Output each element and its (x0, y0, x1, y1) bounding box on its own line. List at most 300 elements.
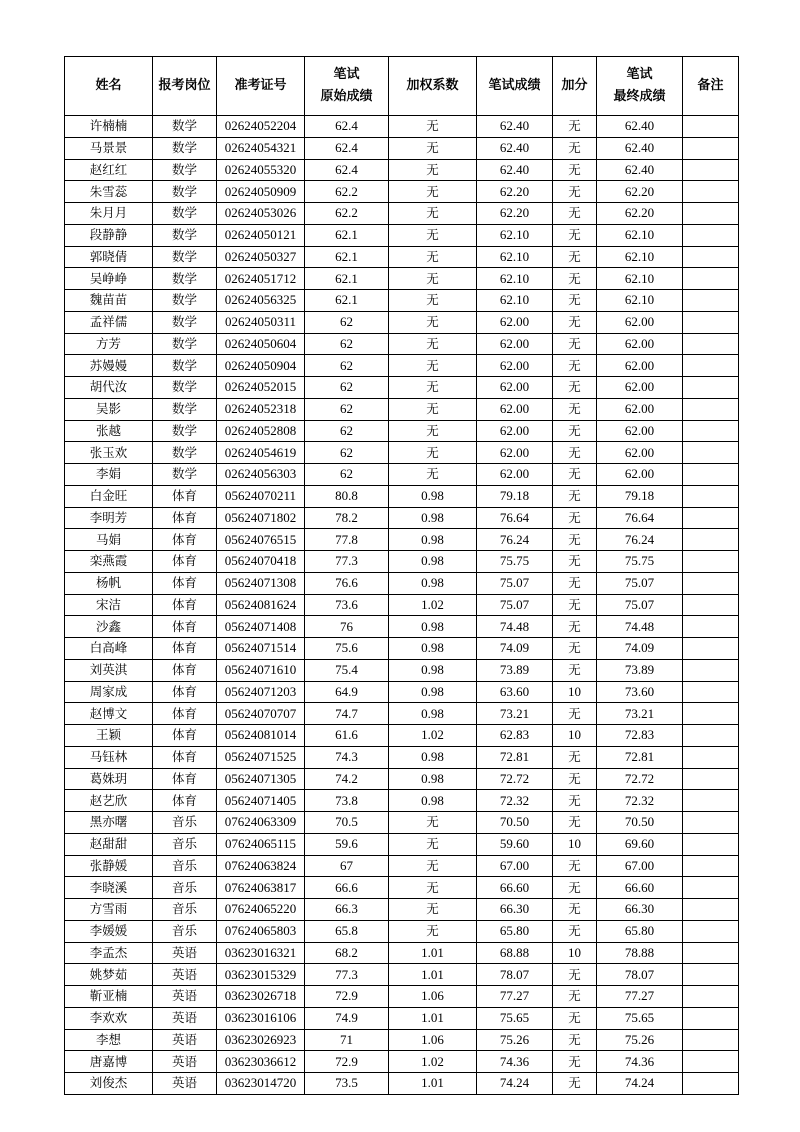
cell-raw-score: 74.3 (305, 746, 389, 768)
cell-written-score: 62.00 (477, 420, 553, 442)
cell-position: 体育 (153, 638, 217, 660)
table-row (65, 942, 739, 964)
cell-name: 李媛媛 (65, 920, 153, 942)
cell-written-score: 66.30 (477, 899, 553, 921)
cell-name: 白金旺 (65, 485, 153, 507)
cell-position: 体育 (153, 725, 217, 747)
cell-written-score: 62.10 (477, 290, 553, 312)
cell-note (683, 855, 739, 877)
header-bonus: 加分 (553, 57, 597, 116)
cell-coefficient: 0.98 (389, 616, 477, 638)
cell-raw-score: 62 (305, 377, 389, 399)
cell-coefficient: 0.98 (389, 572, 477, 594)
table-row (65, 224, 739, 246)
cell-written-score: 62.10 (477, 268, 553, 290)
table-row (65, 746, 739, 768)
cell-name: 栾燕霞 (65, 551, 153, 573)
cell-position: 体育 (153, 746, 217, 768)
cell-name: 方芳 (65, 333, 153, 355)
cell-ticket: 02624053026 (217, 203, 305, 225)
cell-note (683, 703, 739, 725)
cell-note (683, 290, 739, 312)
cell-coefficient: 0.98 (389, 703, 477, 725)
header-written-score: 笔试成绩 (477, 57, 553, 116)
cell-raw-score: 66.3 (305, 899, 389, 921)
header-position: 报考岗位 (153, 57, 217, 116)
cell-name: 张越 (65, 420, 153, 442)
cell-bonus: 无 (553, 377, 597, 399)
cell-name: 刘俊杰 (65, 1073, 153, 1095)
cell-position: 数学 (153, 224, 217, 246)
table-row (65, 638, 739, 660)
cell-name: 刘英淇 (65, 659, 153, 681)
cell-raw-score: 77.3 (305, 964, 389, 986)
cell-ticket: 02624055320 (217, 159, 305, 181)
cell-final-score: 75.07 (597, 572, 683, 594)
cell-note (683, 681, 739, 703)
cell-raw-score: 75.6 (305, 638, 389, 660)
table-row (65, 768, 739, 790)
cell-note (683, 442, 739, 464)
cell-written-score: 74.48 (477, 616, 553, 638)
cell-final-score: 62.10 (597, 290, 683, 312)
cell-bonus: 无 (553, 638, 597, 660)
cell-name: 朱月月 (65, 203, 153, 225)
header-raw-score: 笔试 原始成绩 (305, 57, 389, 116)
cell-written-score: 75.26 (477, 1029, 553, 1051)
cell-raw-score: 73.5 (305, 1073, 389, 1095)
cell-final-score: 62.10 (597, 246, 683, 268)
cell-raw-score: 62 (305, 420, 389, 442)
table-row (65, 812, 739, 834)
cell-ticket: 05624081014 (217, 725, 305, 747)
cell-name: 赵红红 (65, 159, 153, 181)
cell-bonus: 无 (553, 246, 597, 268)
cell-name: 郭晓倩 (65, 246, 153, 268)
cell-raw-score: 62.1 (305, 224, 389, 246)
cell-ticket: 02624056325 (217, 290, 305, 312)
header-coefficient: 加权系数 (389, 57, 477, 116)
cell-coefficient: 无 (389, 116, 477, 138)
cell-final-score: 62.00 (597, 420, 683, 442)
cell-ticket: 02624050121 (217, 224, 305, 246)
cell-ticket: 02624050311 (217, 311, 305, 333)
cell-bonus: 10 (553, 725, 597, 747)
cell-coefficient: 无 (389, 877, 477, 899)
cell-position: 数学 (153, 290, 217, 312)
cell-coefficient: 0.98 (389, 485, 477, 507)
table-row (65, 877, 739, 899)
table-row (65, 355, 739, 377)
cell-coefficient: 0.98 (389, 529, 477, 551)
cell-final-score: 66.60 (597, 877, 683, 899)
cell-final-score: 72.32 (597, 790, 683, 812)
cell-final-score: 72.83 (597, 725, 683, 747)
cell-written-score: 62.20 (477, 203, 553, 225)
cell-note (683, 551, 739, 573)
cell-bonus: 无 (553, 224, 597, 246)
cell-bonus: 无 (553, 616, 597, 638)
cell-coefficient: 0.98 (389, 746, 477, 768)
cell-ticket: 02624052015 (217, 377, 305, 399)
cell-position: 体育 (153, 572, 217, 594)
header-name: 姓名 (65, 57, 153, 116)
cell-position: 音乐 (153, 812, 217, 834)
cell-bonus: 无 (553, 551, 597, 573)
cell-coefficient: 1.06 (389, 986, 477, 1008)
cell-raw-score: 62.1 (305, 268, 389, 290)
cell-final-score: 62.00 (597, 377, 683, 399)
cell-final-score: 78.88 (597, 942, 683, 964)
cell-position: 数学 (153, 181, 217, 203)
cell-bonus: 无 (553, 790, 597, 812)
table-row (65, 137, 739, 159)
cell-raw-score: 61.6 (305, 725, 389, 747)
cell-written-score: 59.60 (477, 833, 553, 855)
cell-bonus: 10 (553, 833, 597, 855)
cell-coefficient: 无 (389, 181, 477, 203)
cell-final-score: 74.36 (597, 1051, 683, 1073)
table-row (65, 159, 739, 181)
cell-bonus: 10 (553, 681, 597, 703)
cell-note (683, 268, 739, 290)
cell-final-score: 62.20 (597, 203, 683, 225)
cell-bonus: 无 (553, 290, 597, 312)
cell-position: 音乐 (153, 899, 217, 921)
cell-written-score: 67.00 (477, 855, 553, 877)
cell-note (683, 464, 739, 486)
cell-name: 唐嘉博 (65, 1051, 153, 1073)
cell-name: 葛姝玥 (65, 768, 153, 790)
cell-position: 数学 (153, 311, 217, 333)
cell-position: 数学 (153, 137, 217, 159)
cell-note (683, 333, 739, 355)
cell-written-score: 76.24 (477, 529, 553, 551)
cell-raw-score: 76.6 (305, 572, 389, 594)
cell-written-score: 75.07 (477, 572, 553, 594)
cell-note (683, 420, 739, 442)
table-row (65, 268, 739, 290)
cell-note (683, 398, 739, 420)
cell-position: 数学 (153, 420, 217, 442)
cell-raw-score: 62 (305, 311, 389, 333)
cell-name: 张静媛 (65, 855, 153, 877)
cell-coefficient: 无 (389, 311, 477, 333)
cell-note (683, 1051, 739, 1073)
cell-ticket: 02624052204 (217, 116, 305, 138)
table-row (65, 442, 739, 464)
cell-position: 数学 (153, 377, 217, 399)
cell-written-score: 62.40 (477, 159, 553, 181)
cell-bonus: 无 (553, 203, 597, 225)
cell-position: 体育 (153, 790, 217, 812)
table-row (65, 659, 739, 681)
cell-raw-score: 65.8 (305, 920, 389, 942)
cell-raw-score: 68.2 (305, 942, 389, 964)
cell-ticket: 03623016106 (217, 1007, 305, 1029)
cell-note (683, 137, 739, 159)
cell-bonus: 无 (553, 507, 597, 529)
cell-bonus: 无 (553, 877, 597, 899)
cell-name: 赵艺欣 (65, 790, 153, 812)
table-row (65, 181, 739, 203)
cell-written-score: 77.27 (477, 986, 553, 1008)
cell-note (683, 1029, 739, 1051)
cell-raw-score: 74.9 (305, 1007, 389, 1029)
cell-raw-score: 75.4 (305, 659, 389, 681)
cell-coefficient: 无 (389, 377, 477, 399)
cell-name: 段静静 (65, 224, 153, 246)
cell-name: 吴影 (65, 398, 153, 420)
cell-raw-score: 62.2 (305, 181, 389, 203)
cell-raw-score: 78.2 (305, 507, 389, 529)
cell-note (683, 572, 739, 594)
header-ticket: 准考证号 (217, 57, 305, 116)
table-row (65, 485, 739, 507)
cell-name: 周家成 (65, 681, 153, 703)
cell-position: 体育 (153, 681, 217, 703)
cell-ticket: 02624052318 (217, 398, 305, 420)
cell-note (683, 833, 739, 855)
cell-raw-score: 59.6 (305, 833, 389, 855)
cell-final-score: 74.24 (597, 1073, 683, 1095)
cell-final-score: 75.75 (597, 551, 683, 573)
table-row (65, 1051, 739, 1073)
cell-ticket: 05624071610 (217, 659, 305, 681)
cell-coefficient: 0.98 (389, 551, 477, 573)
cell-final-score: 70.50 (597, 812, 683, 834)
cell-bonus: 无 (553, 159, 597, 181)
cell-written-score: 62.00 (477, 333, 553, 355)
cell-bonus: 无 (553, 812, 597, 834)
cell-name: 沙鑫 (65, 616, 153, 638)
cell-final-score: 62.10 (597, 268, 683, 290)
cell-position: 数学 (153, 246, 217, 268)
cell-ticket: 07624065220 (217, 899, 305, 921)
cell-raw-score: 62 (305, 442, 389, 464)
cell-bonus: 10 (553, 942, 597, 964)
cell-final-score: 62.40 (597, 159, 683, 181)
cell-note (683, 638, 739, 660)
cell-final-score: 72.81 (597, 746, 683, 768)
cell-position: 英语 (153, 986, 217, 1008)
cell-coefficient: 无 (389, 355, 477, 377)
cell-name: 苏嫚嫚 (65, 355, 153, 377)
cell-final-score: 62.00 (597, 355, 683, 377)
cell-ticket: 02624054619 (217, 442, 305, 464)
cell-name: 姚梦茹 (65, 964, 153, 986)
cell-bonus: 无 (553, 964, 597, 986)
cell-position: 音乐 (153, 920, 217, 942)
table-row (65, 1073, 739, 1095)
cell-name: 马钰林 (65, 746, 153, 768)
cell-name: 方雪雨 (65, 899, 153, 921)
cell-note (683, 485, 739, 507)
cell-coefficient: 0.98 (389, 681, 477, 703)
cell-written-score: 62.00 (477, 311, 553, 333)
cell-coefficient: 无 (389, 920, 477, 942)
cell-written-score: 65.80 (477, 920, 553, 942)
cell-position: 英语 (153, 1007, 217, 1029)
cell-coefficient: 无 (389, 855, 477, 877)
cell-note (683, 725, 739, 747)
cell-raw-score: 77.3 (305, 551, 389, 573)
cell-position: 数学 (153, 355, 217, 377)
cell-bonus: 无 (553, 920, 597, 942)
cell-bonus: 无 (553, 420, 597, 442)
cell-ticket: 03623026923 (217, 1029, 305, 1051)
cell-ticket: 07624065115 (217, 833, 305, 855)
cell-position: 体育 (153, 703, 217, 725)
cell-note (683, 355, 739, 377)
table-row (65, 529, 739, 551)
cell-raw-score: 76 (305, 616, 389, 638)
header-note: 备注 (683, 57, 739, 116)
cell-note (683, 1073, 739, 1095)
cell-position: 数学 (153, 268, 217, 290)
cell-name: 王颖 (65, 725, 153, 747)
cell-ticket: 03623036612 (217, 1051, 305, 1073)
header-final-score: 笔试 最终成绩 (597, 57, 683, 116)
cell-written-score: 72.81 (477, 746, 553, 768)
cell-written-score: 72.32 (477, 790, 553, 812)
table-row (65, 398, 739, 420)
cell-note (683, 812, 739, 834)
cell-raw-score: 62.1 (305, 290, 389, 312)
cell-name: 李孟杰 (65, 942, 153, 964)
cell-bonus: 无 (553, 311, 597, 333)
cell-final-score: 62.00 (597, 442, 683, 464)
cell-name: 胡代汝 (65, 377, 153, 399)
cell-coefficient: 无 (389, 224, 477, 246)
cell-note (683, 246, 739, 268)
cell-ticket: 03623015329 (217, 964, 305, 986)
cell-position: 体育 (153, 768, 217, 790)
cell-note (683, 116, 739, 138)
cell-name: 李想 (65, 1029, 153, 1051)
cell-written-score: 78.07 (477, 964, 553, 986)
cell-ticket: 05624071525 (217, 746, 305, 768)
cell-position: 体育 (153, 529, 217, 551)
cell-name: 白高峰 (65, 638, 153, 660)
cell-note (683, 616, 739, 638)
cell-position: 音乐 (153, 855, 217, 877)
cell-name: 赵博文 (65, 703, 153, 725)
cell-name: 朱雪蕊 (65, 181, 153, 203)
cell-position: 体育 (153, 594, 217, 616)
cell-ticket: 02624054321 (217, 137, 305, 159)
cell-final-score: 62.20 (597, 181, 683, 203)
cell-position: 英语 (153, 1051, 217, 1073)
cell-name: 李欢欢 (65, 1007, 153, 1029)
cell-coefficient: 无 (389, 246, 477, 268)
cell-ticket: 05624071203 (217, 681, 305, 703)
cell-ticket: 05624071514 (217, 638, 305, 660)
cell-written-score: 73.89 (477, 659, 553, 681)
cell-bonus: 无 (553, 572, 597, 594)
cell-raw-score: 70.5 (305, 812, 389, 834)
cell-ticket: 05624070211 (217, 485, 305, 507)
cell-final-score: 74.09 (597, 638, 683, 660)
cell-coefficient: 无 (389, 833, 477, 855)
cell-coefficient: 无 (389, 420, 477, 442)
cell-name: 赵甜甜 (65, 833, 153, 855)
cell-raw-score: 72.9 (305, 1051, 389, 1073)
table-row (65, 790, 739, 812)
cell-name: 李晓溪 (65, 877, 153, 899)
cell-bonus: 无 (553, 181, 597, 203)
cell-coefficient: 无 (389, 203, 477, 225)
cell-written-score: 62.00 (477, 355, 553, 377)
cell-name: 孟祥儒 (65, 311, 153, 333)
cell-written-score: 74.36 (477, 1051, 553, 1073)
cell-coefficient: 1.02 (389, 1051, 477, 1073)
cell-coefficient: 0.98 (389, 790, 477, 812)
cell-final-score: 79.18 (597, 485, 683, 507)
cell-note (683, 224, 739, 246)
cell-coefficient: 0.98 (389, 507, 477, 529)
table-row (65, 116, 739, 138)
cell-position: 数学 (153, 464, 217, 486)
cell-ticket: 05624071802 (217, 507, 305, 529)
cell-raw-score: 62.4 (305, 159, 389, 181)
cell-raw-score: 71 (305, 1029, 389, 1051)
cell-written-score: 68.88 (477, 942, 553, 964)
cell-final-score: 73.89 (597, 659, 683, 681)
cell-note (683, 899, 739, 921)
cell-note (683, 746, 739, 768)
table-row (65, 920, 739, 942)
cell-final-score: 76.64 (597, 507, 683, 529)
cell-coefficient: 无 (389, 442, 477, 464)
cell-ticket: 02624052808 (217, 420, 305, 442)
cell-written-score: 75.75 (477, 551, 553, 573)
table-row (65, 1007, 739, 1029)
table-row (65, 572, 739, 594)
cell-ticket: 05624071308 (217, 572, 305, 594)
cell-final-score: 72.72 (597, 768, 683, 790)
cell-written-score: 66.60 (477, 877, 553, 899)
cell-coefficient: 1.01 (389, 964, 477, 986)
table-row (65, 420, 739, 442)
cell-final-score: 73.21 (597, 703, 683, 725)
cell-name: 许楠楠 (65, 116, 153, 138)
cell-raw-score: 62.4 (305, 137, 389, 159)
table-row (65, 964, 739, 986)
cell-name: 李娟 (65, 464, 153, 486)
cell-name: 张玉欢 (65, 442, 153, 464)
cell-position: 音乐 (153, 833, 217, 855)
cell-raw-score: 62 (305, 333, 389, 355)
cell-note (683, 1007, 739, 1029)
cell-raw-score: 62 (305, 464, 389, 486)
cell-position: 体育 (153, 507, 217, 529)
table-row (65, 290, 739, 312)
cell-position: 数学 (153, 442, 217, 464)
cell-coefficient: 无 (389, 137, 477, 159)
cell-bonus: 无 (553, 529, 597, 551)
cell-final-score: 74.48 (597, 616, 683, 638)
cell-raw-score: 77.8 (305, 529, 389, 551)
cell-coefficient: 0.98 (389, 659, 477, 681)
cell-coefficient: 无 (389, 290, 477, 312)
cell-raw-score: 73.6 (305, 594, 389, 616)
cell-coefficient: 无 (389, 464, 477, 486)
cell-coefficient: 无 (389, 268, 477, 290)
cell-ticket: 07624063824 (217, 855, 305, 877)
cell-position: 英语 (153, 942, 217, 964)
cell-bonus: 无 (553, 899, 597, 921)
